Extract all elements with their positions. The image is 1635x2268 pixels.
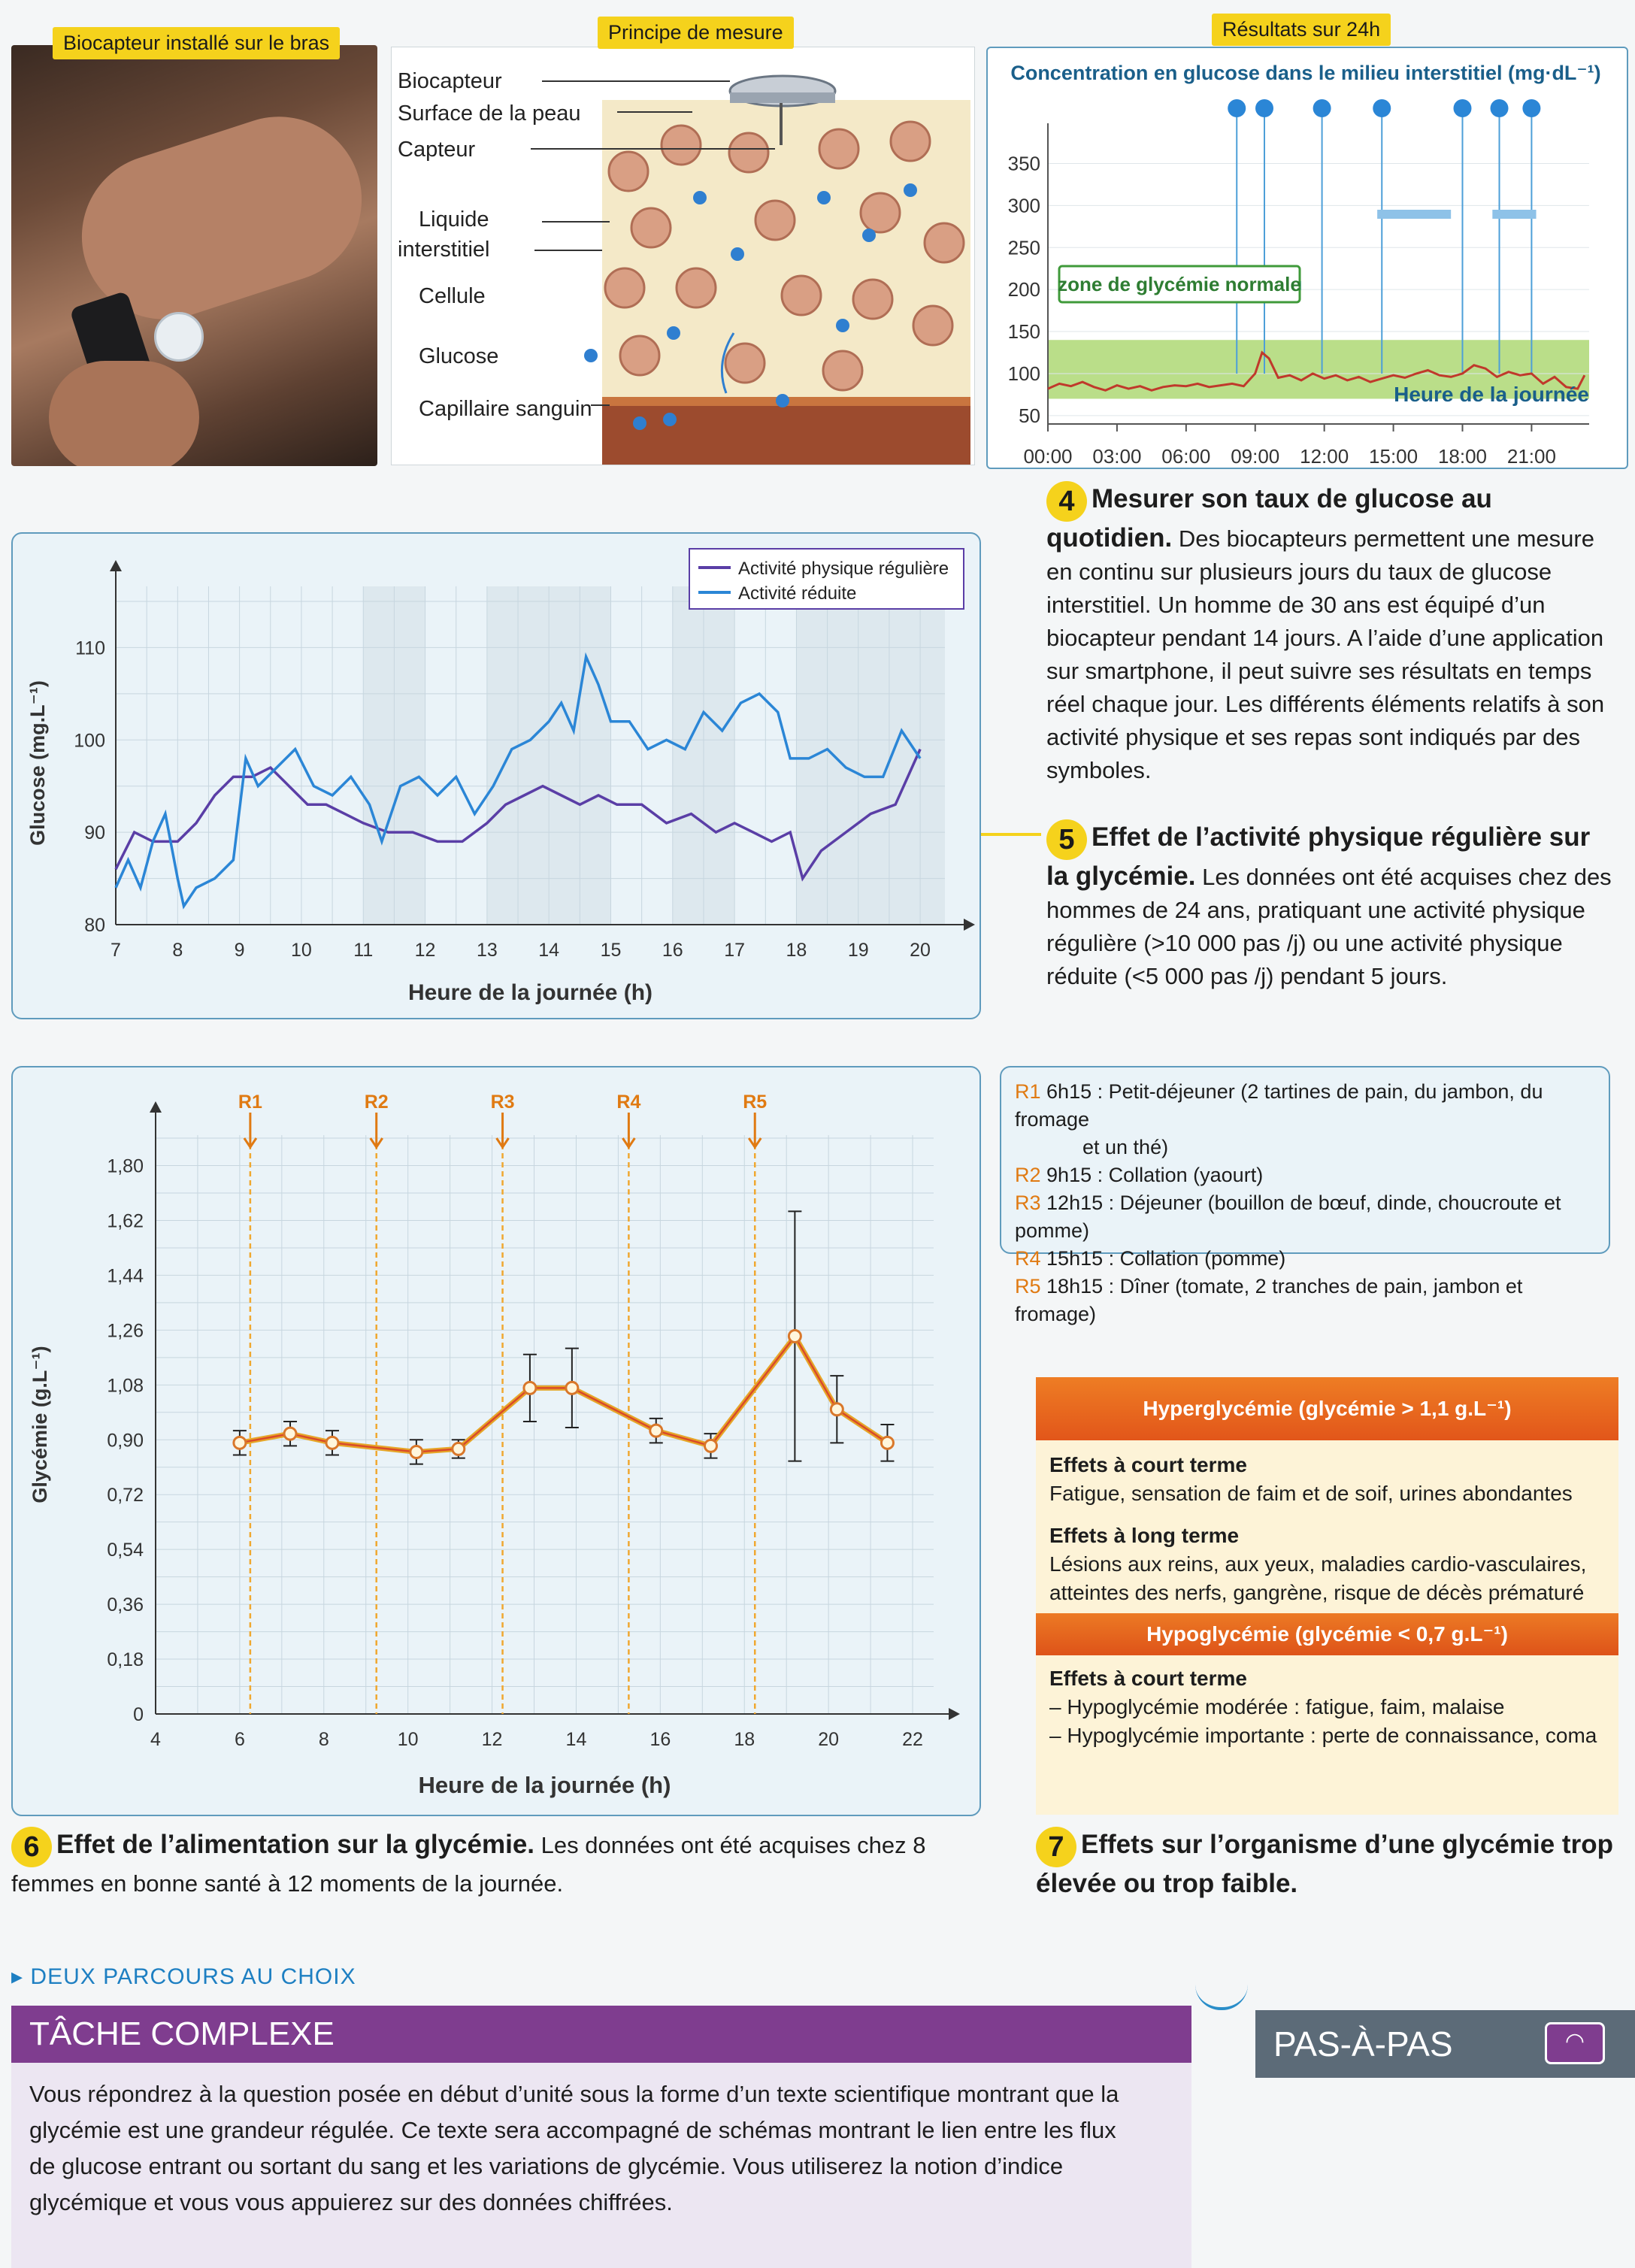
chart2-x-tick: 13 xyxy=(476,940,498,961)
doc5-text: Les données ont été acquises chez des hommes de 24 ans, pratiquant une activité physique régulière (>10 000 pas /j) ou une activité physique réduite (<5 000 pas /j) pendant 5 jours. xyxy=(1046,864,1612,989)
legend-label: Activité physique régulière xyxy=(738,559,949,579)
chart1-y-tick: 50 xyxy=(1019,404,1040,427)
meal-r4: R4 15h15 : Collation (pomme) xyxy=(1015,1247,1286,1270)
meal-r5: R5 18h15 : Dîner (tomate, 2 tranches de pain, jambon et fromage) xyxy=(1015,1275,1523,1325)
tache-complexe-box[interactable] xyxy=(11,2006,1191,2268)
meals-legend xyxy=(1000,1066,1610,1325)
hyper-short-title: Effets à court terme xyxy=(1049,1453,1247,1476)
chart1-x-tick: 06:00 xyxy=(1161,445,1211,465)
meal-marker-arrow xyxy=(749,1113,761,1147)
glycemia-point xyxy=(566,1382,578,1394)
chart3-y-tick: 1,62 xyxy=(107,1210,144,1232)
doc6-caption xyxy=(11,1827,981,1900)
glycemia-point xyxy=(650,1425,662,1437)
chart2-x-tick: 12 xyxy=(414,940,436,961)
glycemia-line xyxy=(240,1337,888,1452)
chart3-x-tick: 14 xyxy=(565,1729,587,1750)
meal-r1-cont: et un thé) xyxy=(1082,1136,1169,1158)
doc6-number: 6 xyxy=(11,1827,52,1867)
meal-marker-arrow xyxy=(622,1113,634,1147)
chart1-x-tick: 12:00 xyxy=(1300,445,1349,465)
tache-title: TÂCHE COMPLEXE xyxy=(11,2006,1191,2063)
pas-title: PAS-À-PAS xyxy=(1273,2024,1453,2064)
chart3-ylabel: Glycémie (g.L⁻¹) xyxy=(29,1346,51,1503)
doc5-caption xyxy=(1046,819,1618,993)
capillary xyxy=(602,401,970,465)
apple-icon xyxy=(1522,99,1540,117)
chart3-x-tick: 22 xyxy=(902,1729,923,1750)
meal-r3: R3 12h15 : Déjeuner (bouillon de bœuf, dinde, choucroute et pomme) xyxy=(1015,1192,1561,1242)
chart3-x-arrow xyxy=(949,1708,960,1720)
chart3-y-tick: 1,80 xyxy=(107,1155,144,1177)
chart1-y-tick: 250 xyxy=(1007,236,1040,259)
chart3-y-tick: 1,44 xyxy=(107,1265,144,1287)
chart2-x-tick: 8 xyxy=(172,940,183,961)
meal-marker-label: R5 xyxy=(743,1092,768,1113)
chart2-x-tick: 16 xyxy=(662,940,683,961)
hypo-short-title: Effets à court terme xyxy=(1049,1667,1247,1690)
meal-marker-arrow xyxy=(244,1113,256,1147)
biocapteur-photo xyxy=(11,45,377,466)
label-liquide: Liquide xyxy=(419,207,489,232)
pas-a-pas-button[interactable] xyxy=(1255,2010,1635,2078)
meal-r2: R2 9h15 : Collation (yaourt) xyxy=(1015,1164,1264,1186)
hypo-line-2: – Hypoglycémie importante : perte de connaissance, coma xyxy=(1049,1724,1597,1747)
principle-svg xyxy=(392,47,974,465)
glycemia-line-halo xyxy=(240,1337,888,1452)
chart2-xlabel: Heure de la journée (h) xyxy=(407,980,653,1005)
chart3-y-tick: 0,36 xyxy=(107,1594,144,1616)
chart3-y-tick: 0,18 xyxy=(107,1649,144,1671)
chart3-x-tick: 20 xyxy=(818,1729,840,1750)
results24-label: Résultats sur 24h xyxy=(1212,14,1391,46)
meal-marker-label: R3 xyxy=(490,1092,515,1113)
chart2-x-tick: 20 xyxy=(910,940,931,961)
parcours-text: DEUX PARCOURS AU CHOIX xyxy=(30,1964,356,1989)
doc4-number: 4 xyxy=(1046,481,1087,522)
doc4-text: Des biocapteurs permettent une mesure en continu sur plusieurs jours du taux de glucose interstitiel. Un homme de 30 ans est équipé d’un biocapteur pendant 14 jours. A l’aide d’une application sur smartphone, il peut suivre ses résultats en temps réel chaque jour. Les différents éléments relatifs à son activité physique et ses repas sont indiqués par des symboles. xyxy=(1046,525,1605,783)
meal-marker-label: R2 xyxy=(364,1092,389,1113)
chart1-y-tick: 350 xyxy=(1007,152,1040,175)
glycemia-point xyxy=(284,1428,296,1440)
meal-marker-label: R1 xyxy=(238,1092,262,1113)
effects-table xyxy=(1036,1377,1618,1815)
label-glucose: Glucose xyxy=(419,344,499,368)
play-icon: ▸ xyxy=(11,1964,31,1989)
chart3-x-tick: 6 xyxy=(234,1729,245,1750)
chart1-title: Concentration en glucose dans le milieu interstitiel (mg·dL⁻¹) xyxy=(1010,62,1601,84)
glycemia-chart-panel xyxy=(11,1066,981,1816)
principle-diagram xyxy=(391,47,975,465)
chart1-y-tick: 100 xyxy=(1007,362,1040,385)
principle-label: Principe de mesure xyxy=(598,17,794,49)
glycemia-point xyxy=(410,1446,422,1458)
label-interstitiel: interstitiel xyxy=(398,238,490,262)
glycemia-point xyxy=(831,1403,843,1416)
chart3-x-tick: 4 xyxy=(150,1729,161,1750)
chart3-x-tick: 10 xyxy=(397,1729,419,1750)
chart2-shade-band xyxy=(796,586,945,925)
hyper-short-text: Fatigue, sensation de faim et de soif, urines abondantes xyxy=(1049,1482,1573,1505)
runner-icon xyxy=(1255,99,1273,117)
label-surface: Surface de la peau xyxy=(398,101,581,126)
doc4-title: Mesurer son taux de glucose au quotidien. xyxy=(1046,484,1492,553)
chart2-x-tick: 15 xyxy=(600,940,622,961)
doc7-title: Effets sur l’organisme d’une glycémie trop élevée ou trop faible. xyxy=(1036,1830,1613,1898)
chart2-x-tick: 14 xyxy=(538,940,560,961)
chart1-x-tick: 09:00 xyxy=(1231,445,1280,465)
curve-arrow xyxy=(1195,1985,1248,2010)
runner-icon xyxy=(1491,99,1509,117)
chart1-xlabel: Heure de la journée xyxy=(1394,383,1589,406)
label-cellule: Cellule xyxy=(419,284,486,308)
hand-shape xyxy=(49,361,199,466)
chart2-x-tick: 7 xyxy=(111,940,121,961)
chart1-x-tick: 18:00 xyxy=(1437,445,1488,465)
photo-label: Biocapteur installé sur le bras xyxy=(53,27,340,59)
glycemia-point xyxy=(704,1440,716,1452)
glycemia-point xyxy=(234,1437,246,1449)
chart3-xlabel: Heure de la journée (h) xyxy=(418,1772,671,1798)
runner-icon xyxy=(1373,99,1391,117)
zone-label: zone de glycémie normale xyxy=(1058,273,1301,295)
chart1-y-tick: 200 xyxy=(1007,278,1040,301)
chart3-x-tick: 18 xyxy=(734,1729,755,1750)
meal-marker-arrow xyxy=(497,1113,509,1147)
apple-icon xyxy=(1228,99,1246,117)
glycemia-point xyxy=(326,1437,338,1449)
chart2-y-tick: 100 xyxy=(74,730,105,752)
chart2-x-tick: 11 xyxy=(353,940,374,961)
chart3-y-tick: 0,90 xyxy=(107,1430,144,1452)
glycemia-point xyxy=(789,1330,801,1342)
doc5-title: Effet de l’activité physique régulière sur la glycémie. xyxy=(1046,822,1591,891)
activity-bar xyxy=(1492,210,1536,219)
chart3-x-tick: 8 xyxy=(318,1729,329,1750)
chart2-x-arrow xyxy=(964,919,975,931)
activity-chart-panel xyxy=(11,532,981,1019)
doc4-caption xyxy=(1046,481,1618,787)
chart2-y-arrow xyxy=(110,560,122,571)
doc6-text: Les données ont été acquises chez 8 femmes en bonne santé à 12 moments de la journée. xyxy=(11,1832,926,1897)
wifi-laptop-icon: ◠ xyxy=(1545,2022,1605,2064)
chart2-x-tick: 17 xyxy=(724,940,746,961)
label-biocapteur: Biocapteur xyxy=(398,69,502,93)
meal-marker-arrow xyxy=(371,1113,383,1147)
chart2-x-tick: 9 xyxy=(234,940,245,961)
sensor-icon xyxy=(154,312,204,362)
hypo-header: Hypoglycémie (glycémie < 0,7 g.L⁻¹) xyxy=(1036,1613,1618,1655)
hypo-line-1: – Hypoglycémie modérée : fatigue, faim, malaise xyxy=(1049,1695,1505,1718)
chart2-y-tick: 110 xyxy=(75,637,105,659)
chart3-y-tick: 0 xyxy=(133,1704,144,1725)
results24-chart xyxy=(988,48,1624,465)
glycemia-chart xyxy=(13,1067,979,1815)
activity-bar xyxy=(1377,210,1451,219)
chart3-x-tick: 16 xyxy=(649,1729,671,1750)
parcours-heading xyxy=(11,1964,356,1990)
label-capillaire: Capillaire sanguin xyxy=(419,397,592,421)
doc7-caption xyxy=(1036,1827,1618,1901)
chart3-y-tick: 1,08 xyxy=(107,1375,144,1397)
chart1-y-tick: 300 xyxy=(1007,194,1040,217)
glycemia-point xyxy=(881,1437,893,1449)
chart1-y-tick: 150 xyxy=(1007,320,1040,344)
hyper-long-text: Lésions aux reins, aux yeux, maladies cardio-vasculaires, atteintes des nerfs, gangrène, risque de décès prématuré xyxy=(1049,1552,1587,1604)
chart2-ylabel: Glucose (mg.L⁻¹) xyxy=(26,680,49,846)
chart3-y-tick: 0,54 xyxy=(107,1540,144,1561)
chart2-x-tick: 18 xyxy=(786,940,807,961)
apple-icon xyxy=(1313,99,1331,117)
glycemia-point xyxy=(524,1382,536,1394)
chart3-y-tick: 0,72 xyxy=(107,1485,144,1506)
chart2-y-tick: 80 xyxy=(84,915,105,936)
chart3-y-tick: 1,26 xyxy=(107,1320,144,1342)
legend-label: Activité réduite xyxy=(738,583,857,604)
apple-icon xyxy=(1453,99,1471,117)
chart1-x-tick: 21:00 xyxy=(1506,445,1556,465)
chart2-y-tick: 90 xyxy=(84,822,105,844)
connector-line xyxy=(981,833,1041,836)
meal-r1: R1 6h15 : Petit-déjeuner (2 tartines de pain, du jambon, du fromage xyxy=(1015,1080,1543,1131)
doc6-title: Effet de l’alimentation sur la glycémie. xyxy=(56,1830,535,1860)
hyper-long-title: Effets à long terme xyxy=(1049,1524,1240,1547)
chart3-y-arrow xyxy=(150,1101,162,1113)
doc7-number: 7 xyxy=(1036,1827,1076,1867)
tache-text: Vous répondrez à la question posée en début d’unité sous la forme d’un texte scientifique montrant que la glycémie est une grandeur régulée. Ce texte sera accompagné de schémas montrant le lien entre les flux de glucose entrant ou sortant du sang et les variations de glycémie. Vous utiliserez la notion d’indice glycémique et vous vous appuierez sur des données chiffrées. xyxy=(29,2081,1119,2215)
chart1-x-tick: 15:00 xyxy=(1369,445,1419,465)
hyper-header: Hyperglycémie (glycémie > 1,1 g.L⁻¹) xyxy=(1036,1377,1618,1440)
glycemia-point xyxy=(453,1443,465,1455)
chart2-x-tick: 19 xyxy=(847,940,869,961)
doc5-number: 5 xyxy=(1046,819,1087,860)
activity-chart xyxy=(13,534,979,1018)
chart3-x-tick: 12 xyxy=(481,1729,503,1750)
chart1-x-tick: 03:00 xyxy=(1092,445,1142,465)
results24-panel xyxy=(986,47,1628,469)
meal-marker-label: R4 xyxy=(616,1092,641,1113)
chart1-x-tick: 00:00 xyxy=(1023,445,1073,465)
chart2-x-tick: 10 xyxy=(291,940,312,961)
label-capteur: Capteur xyxy=(398,138,476,162)
